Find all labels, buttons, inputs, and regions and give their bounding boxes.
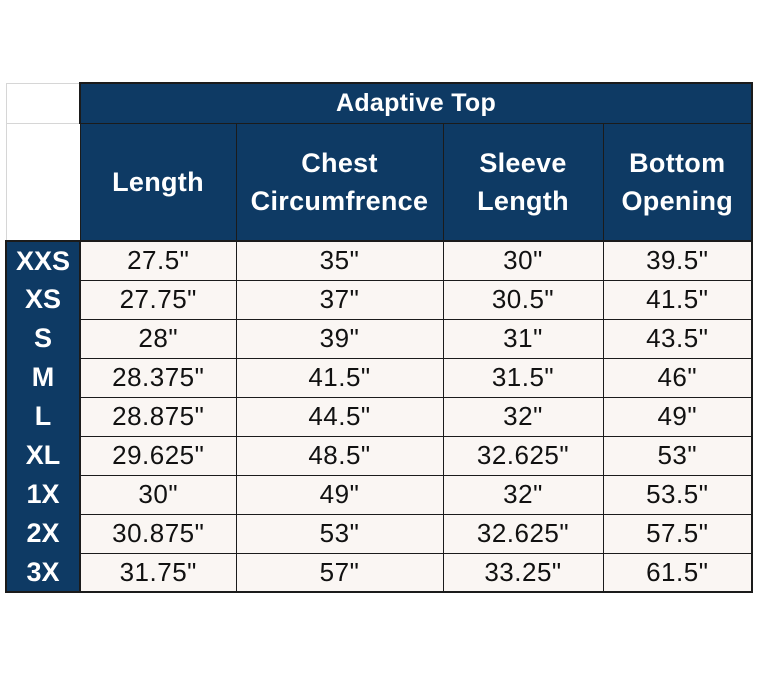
table-cell: 28"	[80, 319, 236, 358]
column-header-label: Circumfrence	[250, 185, 429, 216]
column-header-label: Chest	[301, 147, 378, 178]
table-cell: 27.75"	[80, 280, 236, 319]
table-cell: 39"	[236, 319, 443, 358]
column-header-sleeve	[443, 123, 603, 241]
table-cell: 44.5"	[236, 397, 443, 436]
table-cell: 53.5"	[603, 475, 752, 514]
table-cell: 43.5"	[603, 319, 752, 358]
corner-cell-bottom	[6, 123, 80, 241]
table-cell: 29.625"	[80, 436, 236, 475]
table-cell: 53"	[603, 436, 752, 475]
size-label: S	[6, 319, 80, 358]
column-header-label: Length	[112, 166, 204, 197]
table-cell: 32"	[443, 475, 603, 514]
column-header-chest	[236, 123, 443, 241]
column-header-label: Sleeve	[479, 147, 567, 178]
table-row	[6, 475, 752, 514]
table-cell: 48.5"	[236, 436, 443, 475]
table-row	[6, 319, 752, 358]
table-cell: 28.375"	[80, 358, 236, 397]
column-header-length	[80, 123, 236, 241]
table-cell: 46"	[603, 358, 752, 397]
size-label: XXS	[6, 241, 80, 280]
table-cell: 37"	[236, 280, 443, 319]
size-label: XL	[6, 436, 80, 475]
table-cell: 31"	[443, 319, 603, 358]
table-cell: 31.75"	[80, 553, 236, 592]
size-chart-table	[5, 82, 753, 593]
size-label: 3X	[6, 553, 80, 592]
size-label: M	[6, 358, 80, 397]
table-cell: 27.5"	[80, 241, 236, 280]
column-header-label: Opening	[621, 185, 734, 216]
corner-cell-top	[6, 83, 80, 123]
table-cell: 30"	[443, 241, 603, 280]
table-cell: 31.5"	[443, 358, 603, 397]
table-cell: 28.875"	[80, 397, 236, 436]
size-label: 1X	[6, 475, 80, 514]
table-cell: 53"	[236, 514, 443, 553]
table-row	[6, 397, 752, 436]
table-row	[6, 436, 752, 475]
table-cell: 61.5"	[603, 553, 752, 592]
column-header-label: Bottom	[629, 147, 726, 178]
size-label: XS	[6, 280, 80, 319]
size-label: 2X	[6, 514, 80, 553]
table-cell: 30.875"	[80, 514, 236, 553]
column-header-bottom-opening	[603, 123, 752, 241]
table-cell: 49"	[236, 475, 443, 514]
table-cell: 39.5"	[603, 241, 752, 280]
table-row	[6, 514, 752, 553]
table-row	[6, 553, 752, 592]
table-cell: 30.5"	[443, 280, 603, 319]
table-cell: 35"	[236, 241, 443, 280]
table-cell: 33.25"	[443, 553, 603, 592]
table-title: Adaptive Top	[80, 83, 752, 123]
table-cell: 41.5"	[603, 280, 752, 319]
table-cell: 32.625"	[443, 514, 603, 553]
size-label: L	[6, 397, 80, 436]
table-cell: 32"	[443, 397, 603, 436]
table-cell: 57.5"	[603, 514, 752, 553]
table-cell: 30"	[80, 475, 236, 514]
column-header-label: Length	[477, 185, 569, 216]
table-row	[6, 241, 752, 280]
table-row	[6, 358, 752, 397]
table-cell: 57"	[236, 553, 443, 592]
table-cell: 49"	[603, 397, 752, 436]
table-cell: 41.5"	[236, 358, 443, 397]
table-row	[6, 280, 752, 319]
table-cell: 32.625"	[443, 436, 603, 475]
